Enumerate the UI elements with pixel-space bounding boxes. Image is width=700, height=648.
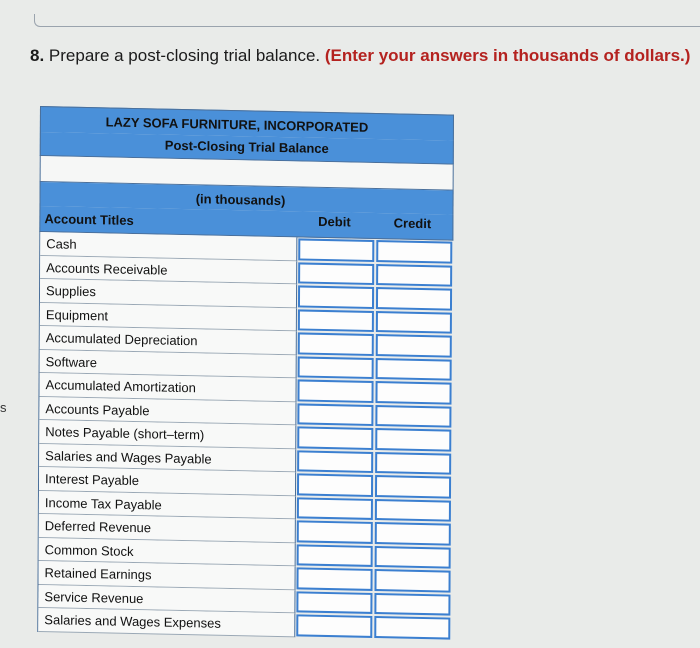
account-title: Salaries and Wages Expenses [38, 608, 295, 637]
debit-input[interactable] [300, 382, 372, 401]
debit-cell [298, 332, 374, 355]
debit-input[interactable] [300, 335, 372, 354]
debit-cell [297, 520, 373, 543]
debit-input[interactable] [300, 264, 372, 283]
debit-cell [298, 426, 374, 449]
account-title: Accumulated Amortization [39, 373, 296, 402]
debit-input[interactable] [300, 429, 372, 448]
credit-input[interactable] [378, 266, 450, 285]
debit-cell [299, 238, 375, 261]
debit-cell [298, 403, 374, 426]
account-title: Software [40, 349, 297, 378]
credit-input[interactable] [377, 548, 449, 567]
debit-input[interactable] [299, 570, 371, 589]
credit-cell [375, 428, 451, 451]
account-title: Interest Payable [39, 467, 296, 496]
account-title: Income Tax Payable [39, 490, 296, 519]
question-text: Prepare a post-closing trial balance. [48, 46, 321, 65]
credit-cell [376, 311, 452, 334]
debit-cell [298, 262, 374, 285]
previous-question-divider [34, 14, 700, 27]
credit-cell [376, 358, 452, 381]
account-title: Equipment [40, 303, 297, 332]
credit-cell [376, 334, 452, 357]
account-title: Retained Earnings [38, 561, 295, 590]
account-title: Cash [40, 232, 297, 261]
credit-input[interactable] [378, 360, 450, 379]
debit-cell [297, 497, 373, 520]
credit-input[interactable] [378, 313, 450, 332]
credit-cell [375, 546, 451, 569]
credit-header: Credit [393, 215, 432, 232]
debit-header: Debit [318, 213, 351, 230]
debit-input[interactable] [299, 617, 371, 636]
credit-input[interactable] [377, 454, 449, 473]
margin-mark: s [0, 400, 7, 415]
credit-cell [376, 287, 452, 310]
debit-input[interactable] [300, 358, 372, 377]
debit-input[interactable] [299, 476, 371, 495]
credit-input[interactable] [376, 618, 448, 637]
account-title: Service Revenue [38, 584, 295, 613]
debit-cell [297, 473, 373, 496]
question-number: 8. [30, 46, 45, 65]
credit-input[interactable] [377, 501, 449, 520]
debit-input[interactable] [301, 241, 373, 260]
debit-input[interactable] [300, 311, 372, 330]
credit-cell [375, 475, 451, 498]
debit-input[interactable] [299, 452, 371, 471]
account-title: Accounts Receivable [40, 256, 297, 285]
debit-cell [298, 379, 374, 402]
credit-cell [375, 593, 451, 616]
credit-input[interactable] [377, 524, 449, 543]
credit-input[interactable] [378, 289, 450, 308]
account-title: Accumulated Depreciation [40, 326, 297, 355]
debit-cell [298, 285, 374, 308]
question-instruction: (Enter your answers in thousands of dollars.) [324, 46, 691, 65]
debit-input[interactable] [299, 593, 371, 612]
debit-input[interactable] [299, 546, 371, 565]
company-name: LAZY SOFA FURNITURE, INCORPORATED [40, 106, 454, 141]
credit-input[interactable] [377, 571, 449, 590]
debit-cell [297, 544, 373, 567]
debit-cell [297, 567, 373, 590]
credit-cell [375, 522, 451, 545]
credit-cell [375, 452, 451, 475]
credit-cell [375, 499, 451, 522]
question-prompt [30, 46, 690, 66]
debit-input[interactable] [300, 288, 372, 307]
credit-cell [376, 405, 452, 428]
trial-balance-worksheet [37, 106, 454, 647]
debit-cell [298, 356, 374, 379]
account-title: Notes Payable (short–term) [39, 420, 296, 449]
credit-input[interactable] [377, 430, 449, 449]
credit-cell [376, 264, 452, 287]
account-title: Deferred Revenue [39, 514, 296, 543]
debit-cell [297, 450, 373, 473]
units-label: (in thousands) [39, 182, 453, 215]
credit-cell [376, 240, 452, 263]
credit-input[interactable] [378, 407, 450, 426]
account-title: Common Stock [39, 537, 296, 566]
credit-cell [375, 569, 451, 592]
account-title: Accounts Payable [39, 396, 296, 425]
statement-title: Post-Closing Trial Balance [40, 132, 454, 165]
debit-cell [298, 309, 374, 332]
credit-input[interactable] [377, 595, 449, 614]
account-title: Salaries and Wages Payable [39, 443, 296, 472]
debit-input[interactable] [299, 523, 371, 542]
credit-input[interactable] [378, 383, 450, 402]
account-title: Supplies [40, 279, 297, 308]
account-rows [37, 232, 453, 640]
debit-cell [297, 591, 373, 614]
credit-input[interactable] [378, 242, 450, 261]
debit-cell [297, 614, 373, 637]
credit-cell [376, 381, 452, 404]
credit-cell [374, 616, 450, 639]
debit-input[interactable] [299, 499, 371, 518]
debit-input[interactable] [300, 405, 372, 424]
credit-input[interactable] [378, 336, 450, 355]
account-titles-header: Account Titles [44, 211, 134, 228]
credit-input[interactable] [377, 477, 449, 496]
